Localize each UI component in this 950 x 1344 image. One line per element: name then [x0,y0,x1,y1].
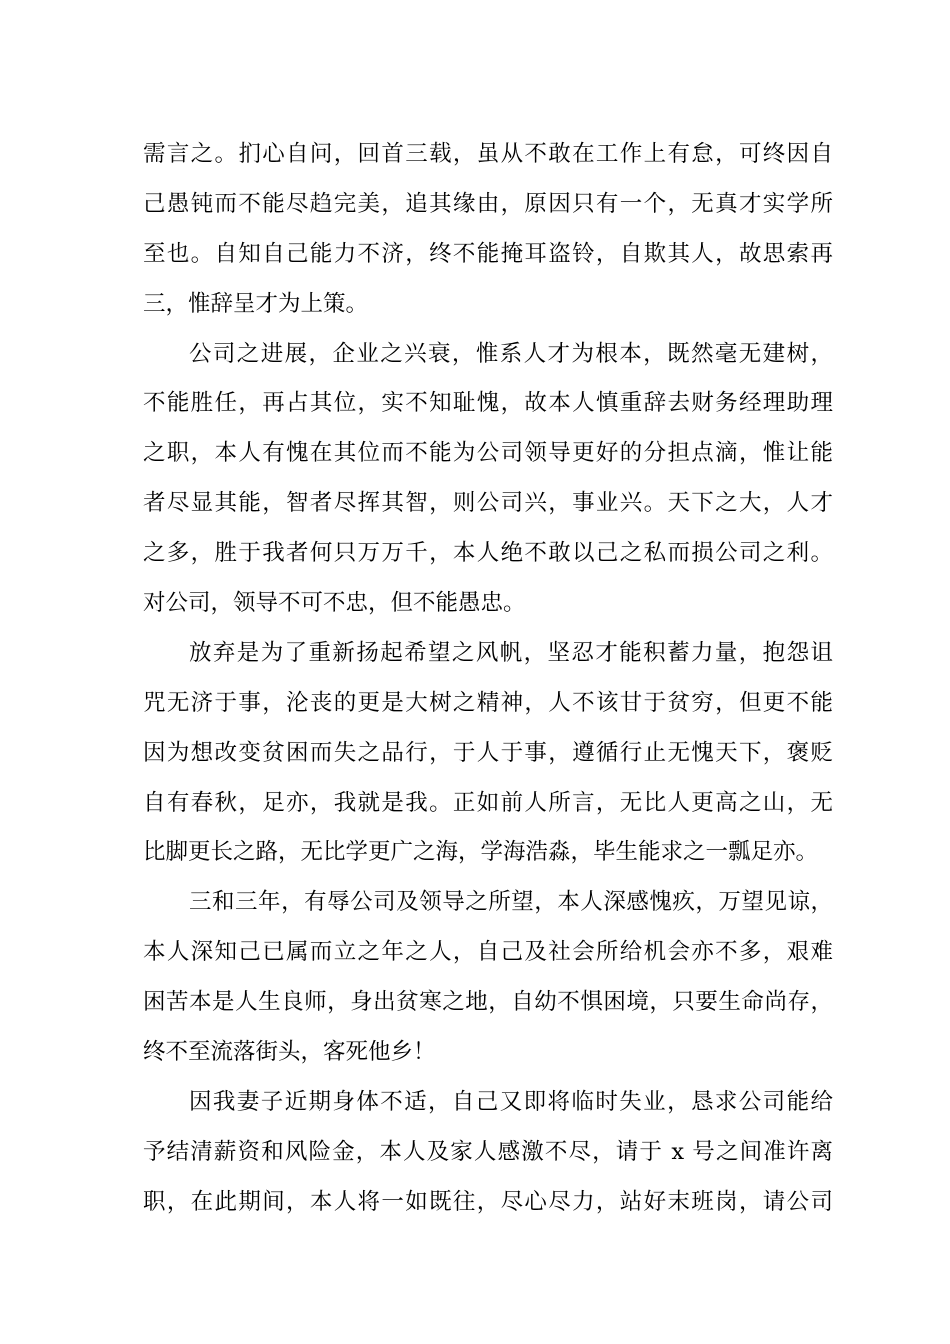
paragraph-5 [143,1078,833,1228]
text-line: 予结清薪资和风险金，本人及家人感激不尽，请于 x 号之间准许离 [143,1138,833,1165]
text-line: 自有春秋，足亦，我就是我。正如前人所言，无比人更高之山，无 [143,789,833,816]
text-line: 之职，本人有愧在其位而不能为公司领导更好的分担点滴，惟让能 [143,440,833,467]
text-line: 比脚更长之路，无比学更广之海，学海浩淼，毕生能求之一瓢足亦。 [143,839,819,866]
text-line: 对公司，领导不可不忠，但不能愚忠。 [143,590,526,617]
text-line: 本人深知己已属而立之年之人，自己及社会所给机会亦不多，艰难 [143,939,833,966]
text-line: 因为想改变贫困而失之品行，于人于事，遵循行止无愧天下，褒贬 [143,739,833,766]
text-line: 者尽显其能，智者尽挥其智，则公司兴，事业兴。天下之大，人才 [143,490,833,517]
text-line: 至也。自知自己能力不济，终不能掩耳盗铃，自欺其人，故思索再 [143,240,833,267]
paragraph-1 [143,130,833,330]
paragraph-2 [143,330,833,629]
paragraph-3 [143,629,833,878]
text-line: 咒无济于事，沦丧的更是大树之精神，人不该甘于贫穷，但更不能 [143,689,833,716]
text-line: 职，在此期间，本人将一如既往，尽心尽力，站好末班岗，请公司 [143,1188,833,1215]
text-line: 己愚钝而不能尽趋完美，追其缘由，原因只有一个，无真才实学所 [143,190,833,217]
text-line: 困苦本是人生良师，身出贫寒之地，自幼不惧困境，只要生命尚存， [143,989,833,1016]
text-line: 放弃是为了重新扬起希望之风帆，坚忍才能积蓄力量，抱怨诅 [189,639,833,666]
text-line: 不能胜任，再占其位，实不知耻愧，故本人慎重辞去财务经理助理 [143,390,833,417]
text-line: 终不至流落街头，客死他乡！ [143,1039,436,1066]
text-line: 需言之。扪心自问，回首三载，虽从不敢在工作上有怠，可终因自 [143,141,833,167]
text-line: 三和三年，有辱公司及领导之所望，本人深感愧疚，万望见谅， [189,889,833,916]
text-line: 三，惟辞呈才为上策。 [143,290,369,317]
text-line: 因我妻子近期身体不适，自己又即将临时失业，恳求公司能给 [189,1088,833,1115]
paragraph-4 [143,878,833,1078]
document-body [143,130,833,1228]
text-line: 公司之进展，企业之兴衰，惟系人才为根本，既然毫无建树， [189,340,833,367]
text-line: 之多，胜于我者何只万万千，本人绝不敢以己之私而损公司之利。 [143,540,833,567]
